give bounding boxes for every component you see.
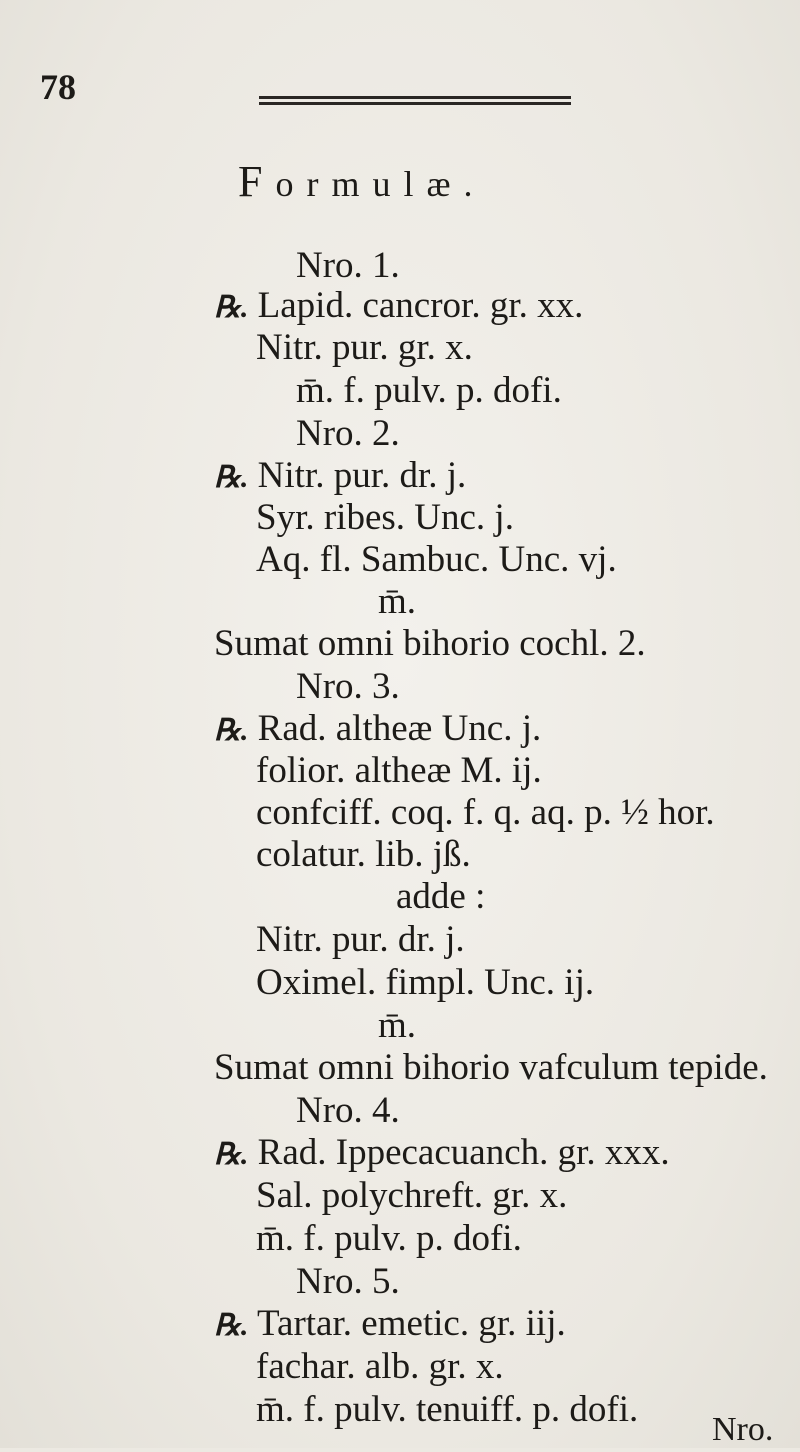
formula-line: folior. altheæ M. ij. [256, 750, 542, 791]
formula-line: adde : [396, 876, 486, 917]
formula-line [214, 707, 541, 753]
formula-line: Aq. fl. Sambuc. Unc. vj. [256, 539, 617, 580]
formula-line: Syr. ribes. Unc. j. [256, 497, 514, 538]
formula-heading-1: Nro. 1. [296, 245, 400, 286]
catchword: Nro. [712, 1411, 774, 1448]
formula-line: m̄. [378, 581, 417, 622]
formula-heading-3: Nro. 3. [296, 666, 400, 707]
formula-line: m̄. f. pulv. p. dofi. [296, 370, 562, 411]
formula-line: fachar. alb. gr. x. [256, 1346, 504, 1387]
formula-heading-2: Nro. 2. [296, 413, 400, 454]
title-rest: ormulæ. [275, 164, 486, 204]
recipe-symbol-icon: ℞. [214, 1309, 249, 1342]
formula-line-text: Lapid. cancror. gr. xx. [257, 285, 584, 326]
formula-line: colatur. lib. jß. [256, 834, 471, 875]
formula-line-text: Rad. Ippecacuanch. gr. xxx. [257, 1132, 670, 1173]
formula-line: confciff. coq. f. q. aq. p. ½ hor. [256, 792, 715, 833]
formula-line-text: Rad. altheæ Unc. j. [257, 708, 542, 749]
header-double-rule [259, 96, 571, 108]
formula-line [214, 284, 583, 330]
page-number: 78 [40, 67, 76, 107]
section-title [238, 156, 486, 207]
formula-line-text: Nitr. pur. dr. j. [257, 455, 467, 496]
formula-line: Sal. polychreft. gr. x. [256, 1175, 568, 1216]
recipe-symbol-icon: ℞. [214, 1138, 249, 1171]
formula-heading-5: Nro. 5. [296, 1261, 400, 1302]
formula-line: Sumat omni bihorio cochl. 2. [214, 623, 646, 664]
recipe-symbol-icon: ℞. [214, 714, 249, 747]
rule-line-bottom [259, 102, 571, 105]
formula-line [214, 1131, 670, 1177]
formula-line [214, 454, 466, 500]
formula-line: m̄. [378, 1005, 417, 1046]
recipe-symbol-icon: ℞. [214, 291, 249, 324]
formula-line: Nitr. pur. dr. j. [256, 919, 465, 960]
formula-heading-4: Nro. 4. [296, 1090, 400, 1131]
formula-line-text: Tartar. emetic. gr. iij. [257, 1303, 566, 1344]
formula-line: m̄. f. pulv. tenuiff. p. dofi. [256, 1389, 639, 1430]
formula-line: Nitr. pur. gr. x. [256, 327, 473, 368]
formula-line [214, 1302, 566, 1348]
formula-line: Sumat omni bihorio vafculum tepide. [214, 1047, 768, 1088]
formula-line: m̄. f. pulv. p. dofi. [256, 1218, 522, 1259]
title-initial: F [238, 157, 276, 206]
formula-line: Oximel. fimpl. Unc. ij. [256, 962, 595, 1003]
rule-line-top [259, 96, 571, 99]
recipe-symbol-icon: ℞. [214, 461, 249, 494]
